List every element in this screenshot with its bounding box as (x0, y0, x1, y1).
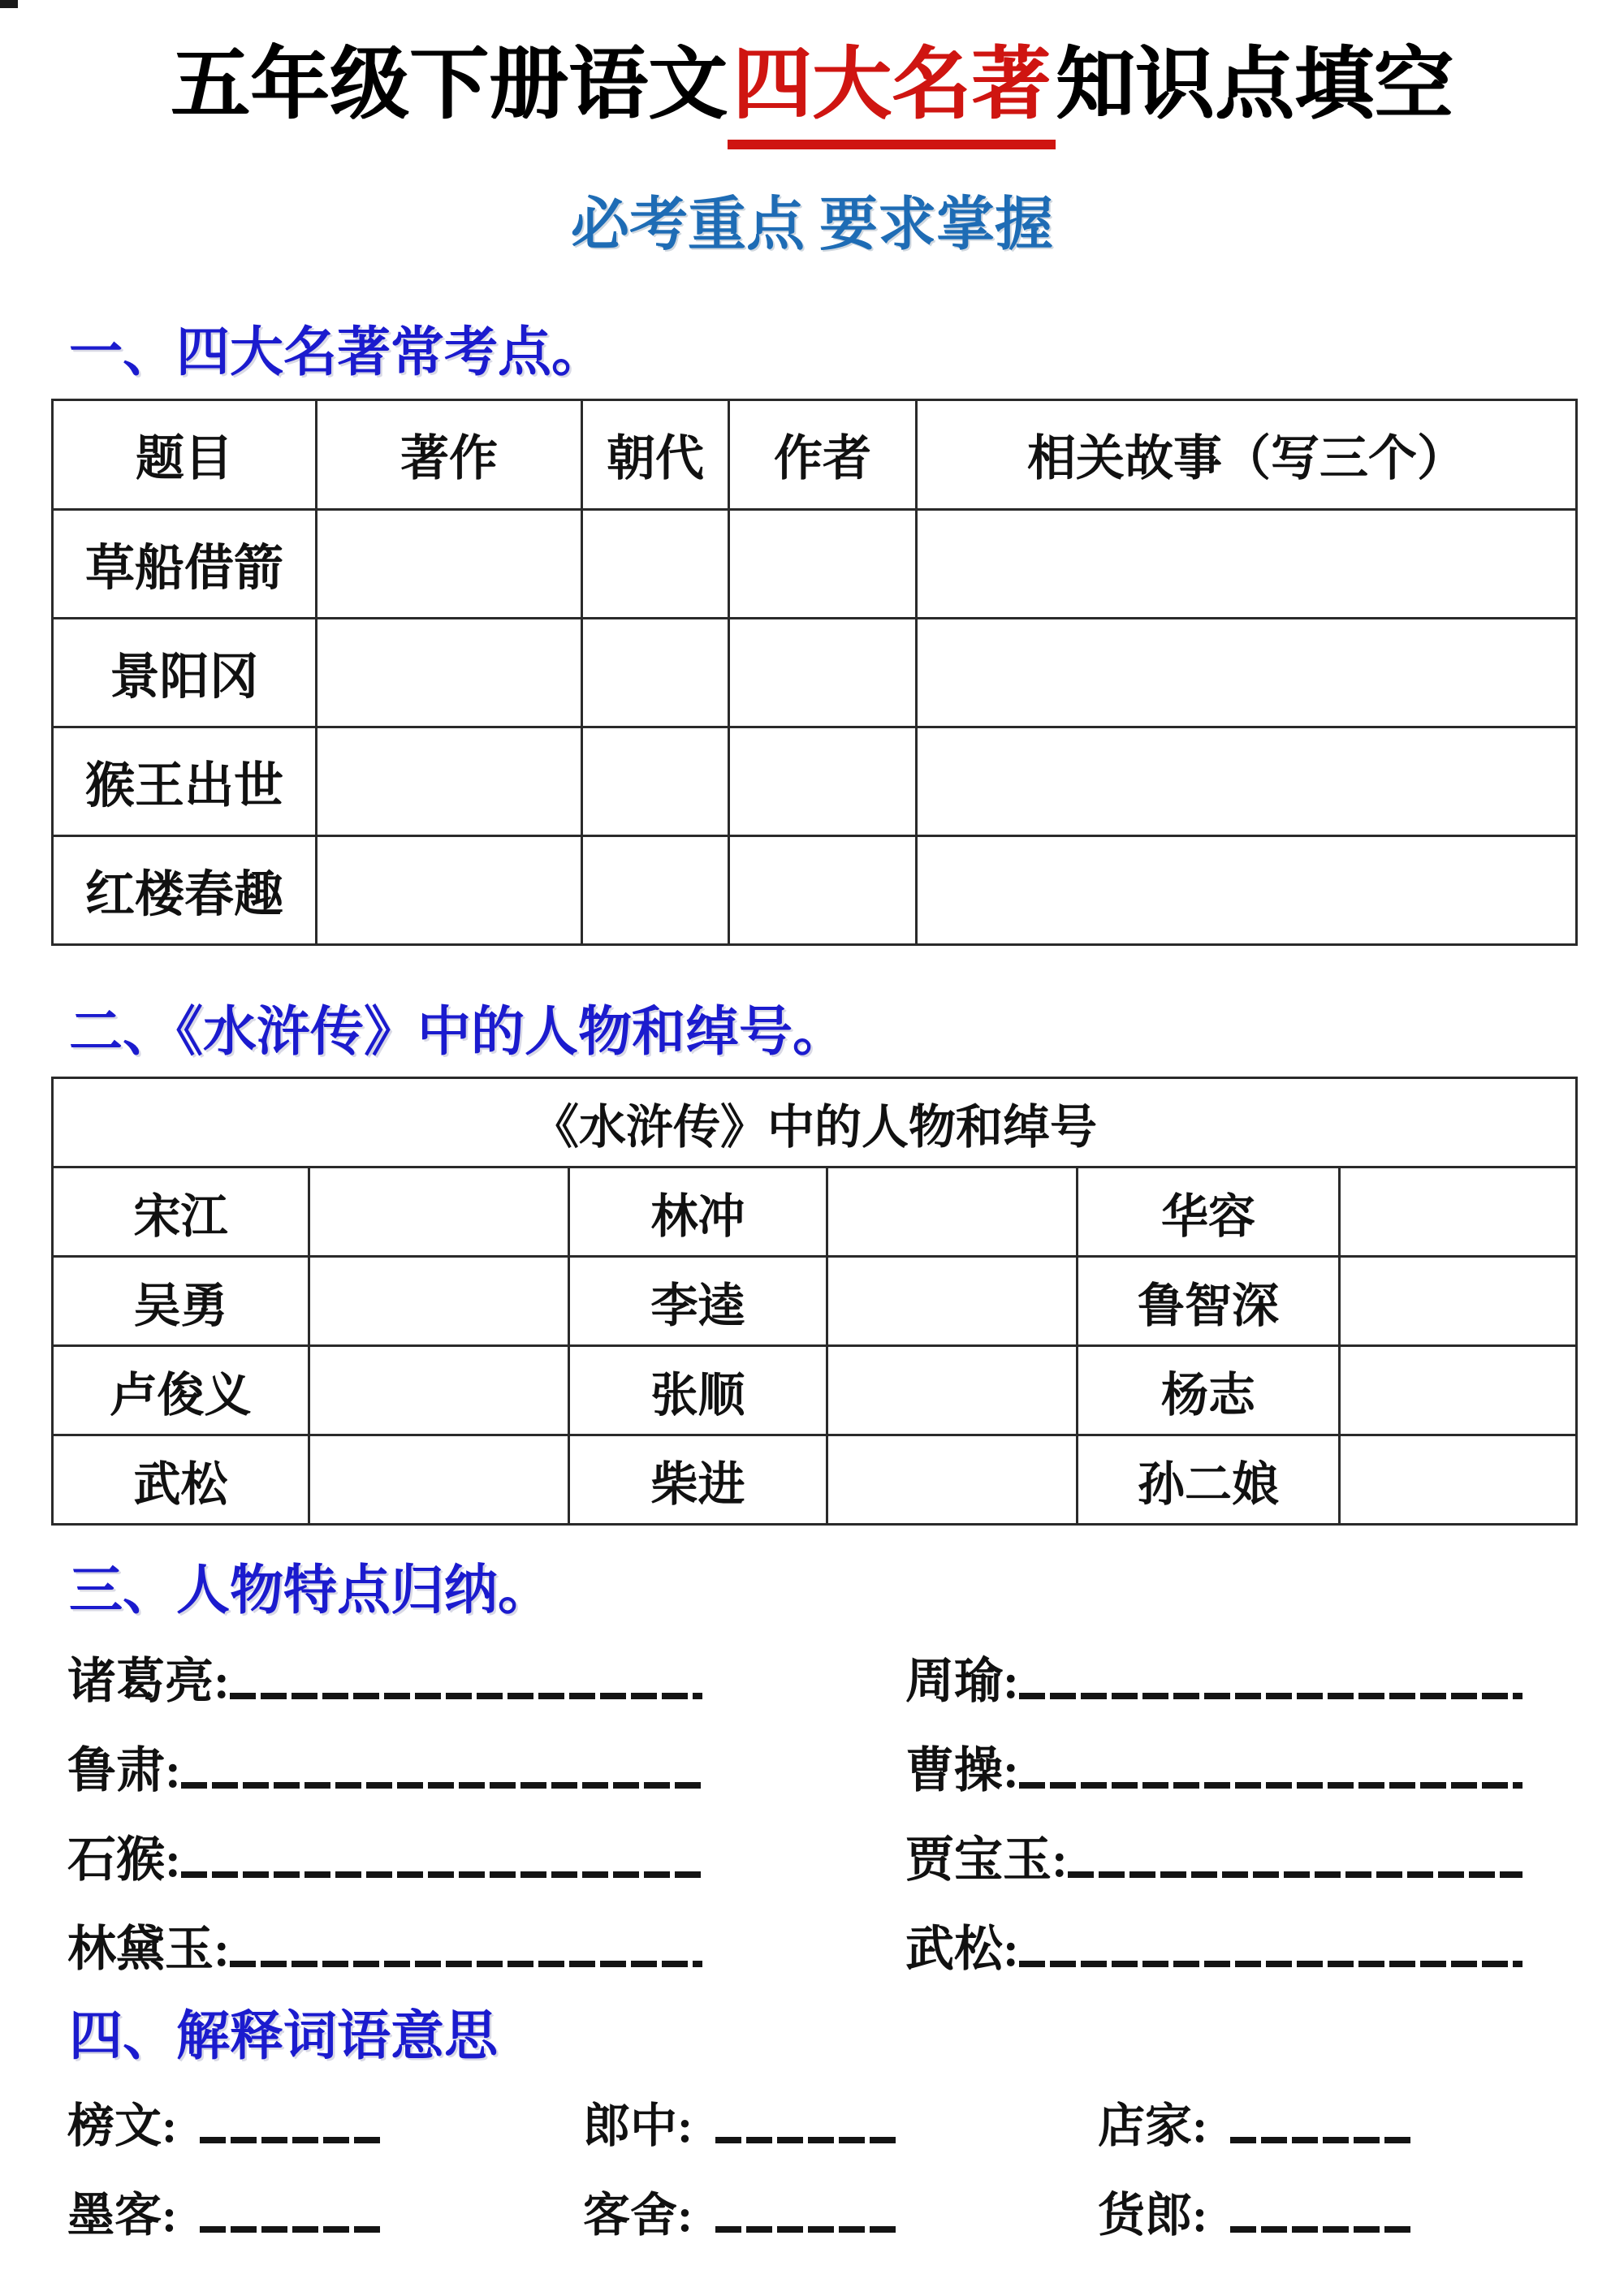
answer-cell[interactable] (1340, 1435, 1577, 1525)
character-name: 华容 (1078, 1167, 1340, 1257)
col-header-dynasty: 朝代 (582, 400, 729, 510)
fill-in-blank[interactable] (230, 1961, 702, 1967)
trait-item (905, 1732, 1522, 1802)
word-label: 客舍: (583, 2189, 693, 2242)
fill-in-blank[interactable] (1019, 1693, 1522, 1699)
fill-in-blank[interactable] (1019, 1961, 1522, 1967)
character-name: 鲁智深 (1078, 1257, 1340, 1346)
answer-cell[interactable] (917, 836, 1577, 945)
trait-label: 贾宝玉: (905, 1833, 1068, 1888)
character-name: 吴勇 (53, 1257, 309, 1346)
subtitle: 必考重点 要求掌握 (570, 192, 1053, 258)
answer-cell[interactable] (309, 1167, 569, 1257)
answer-cell[interactable] (582, 510, 729, 619)
answer-cell[interactable] (309, 1257, 569, 1346)
fill-in-blank[interactable] (1230, 2137, 1415, 2143)
scan-artifact (0, 0, 18, 8)
character-name: 林冲 (569, 1167, 827, 1257)
fill-in-blank[interactable] (181, 1782, 702, 1789)
table-row (53, 1435, 1577, 1525)
answer-cell[interactable] (827, 1167, 1078, 1257)
table-row (53, 727, 1577, 836)
row-title: 红楼春趣 (53, 836, 317, 945)
table-row (53, 619, 1577, 727)
title-highlight-red-underlined: 四大名著 (728, 34, 1056, 149)
word-label: 店家: (1098, 2100, 1208, 2153)
trait-label: 周瑜: (905, 1655, 1019, 1709)
trait-item (905, 1910, 1522, 1980)
table-header-row (53, 400, 1577, 510)
answer-cell[interactable] (827, 1257, 1078, 1346)
trait-label: 武松: (905, 1923, 1019, 1977)
trait-label: 石猴: (67, 1833, 181, 1888)
col-header-work: 著作 (317, 400, 582, 510)
fill-in-blank[interactable] (200, 2226, 385, 2233)
col-header-author: 作者 (729, 400, 917, 510)
character-name: 柴进 (569, 1435, 827, 1525)
trait-label: 林黛玉: (67, 1923, 230, 1977)
classics-table (51, 399, 1578, 946)
col-header-stories: 相关故事（写三个） (917, 400, 1577, 510)
fill-in-blank[interactable] (715, 2137, 901, 2143)
definition-item (583, 2087, 1098, 2156)
answer-cell[interactable] (917, 727, 1577, 836)
character-name: 张顺 (569, 1346, 827, 1435)
table-caption-row (53, 1078, 1577, 1167)
answer-cell[interactable] (827, 1346, 1078, 1435)
trait-label: 诸葛亮: (67, 1655, 230, 1709)
character-traits-list (67, 1642, 1624, 1981)
answer-cell[interactable] (917, 619, 1577, 727)
section3-heading: 三、人物特点归纳。 (69, 1561, 551, 1621)
section4-heading: 四、解释词语意思 (69, 2007, 498, 2067)
row-title: 猴王出世 (53, 727, 317, 836)
trait-label: 鲁肃: (67, 1744, 181, 1798)
answer-cell[interactable] (582, 727, 729, 836)
title-prefix: 五年级下册语文 (171, 41, 728, 128)
table-row (53, 1346, 1577, 1435)
trait-item (67, 1732, 905, 1802)
col-header-topic: 题目 (53, 400, 317, 510)
traits-row (67, 1910, 1624, 1981)
fill-in-blank[interactable] (1019, 1782, 1522, 1789)
definition-item (67, 2087, 583, 2156)
trait-item (905, 1642, 1522, 1712)
fill-in-blank[interactable] (715, 2226, 901, 2233)
answer-cell[interactable] (309, 1346, 569, 1435)
fill-in-blank[interactable] (230, 1693, 702, 1699)
trait-item (67, 1821, 905, 1891)
table-row (53, 1167, 1577, 1257)
traits-row (67, 1731, 1624, 1802)
definition-item (67, 2177, 583, 2245)
trait-item (67, 1910, 905, 1980)
answer-cell[interactable] (317, 619, 582, 727)
definition-item (1098, 2087, 1553, 2156)
answer-cell[interactable] (309, 1435, 569, 1525)
table-row (53, 836, 1577, 945)
fill-in-blank[interactable] (1230, 2226, 1415, 2233)
row-title: 草船借箭 (53, 510, 317, 619)
character-name: 杨志 (1078, 1346, 1340, 1435)
answer-cell[interactable] (582, 619, 729, 727)
character-name: 孙二娘 (1078, 1435, 1340, 1525)
fill-in-blank[interactable] (200, 2137, 385, 2143)
nicknames-table (51, 1077, 1578, 1526)
fill-in-blank[interactable] (181, 1871, 702, 1878)
table-row (53, 510, 1577, 619)
answer-cell[interactable] (917, 510, 1577, 619)
section1-heading: 一、四大名著常考点。 (69, 323, 605, 383)
title-suffix: 知识点填空 (1056, 41, 1453, 128)
trait-item (905, 1821, 1522, 1891)
table-row (53, 1257, 1577, 1346)
section2-heading: 二、《水浒传》中的人物和绰号。 (69, 1003, 846, 1063)
word-label: 墨客: (67, 2189, 178, 2242)
answer-cell[interactable] (729, 836, 917, 945)
fill-in-blank[interactable] (1068, 1871, 1522, 1878)
answer-cell[interactable] (729, 619, 917, 727)
answer-cell[interactable] (582, 836, 729, 945)
answer-cell[interactable] (317, 727, 582, 836)
definition-item (583, 2177, 1098, 2245)
traits-row (67, 1642, 1624, 1713)
trait-item (67, 1642, 905, 1712)
answer-cell[interactable] (317, 510, 582, 619)
character-name: 宋江 (53, 1167, 309, 1257)
answer-cell[interactable] (1340, 1167, 1577, 1257)
word-label: 货郎: (1098, 2189, 1208, 2242)
word-label: 郎中: (583, 2100, 693, 2153)
character-name: 武松 (53, 1435, 309, 1525)
definitions-row (67, 2173, 1624, 2248)
character-name: 李逵 (569, 1257, 827, 1346)
answer-cell[interactable] (729, 727, 917, 836)
character-name: 卢俊义 (53, 1346, 309, 1435)
trait-label: 曹操: (905, 1744, 1019, 1798)
answer-cell[interactable] (1340, 1257, 1577, 1346)
answer-cell[interactable] (729, 510, 917, 619)
answer-cell[interactable] (827, 1435, 1078, 1525)
definitions-row (67, 2084, 1624, 2159)
page-title (0, 0, 1624, 149)
word-definitions-list (67, 2084, 1624, 2248)
definition-item (1098, 2177, 1553, 2245)
word-label: 榜文: (67, 2100, 178, 2153)
answer-cell[interactable] (1340, 1346, 1577, 1435)
traits-row (67, 1820, 1624, 1892)
row-title: 景阳冈 (53, 619, 317, 727)
answer-cell[interactable] (317, 836, 582, 945)
table-caption: 《水浒传》中的人物和绰号 (53, 1078, 1577, 1167)
